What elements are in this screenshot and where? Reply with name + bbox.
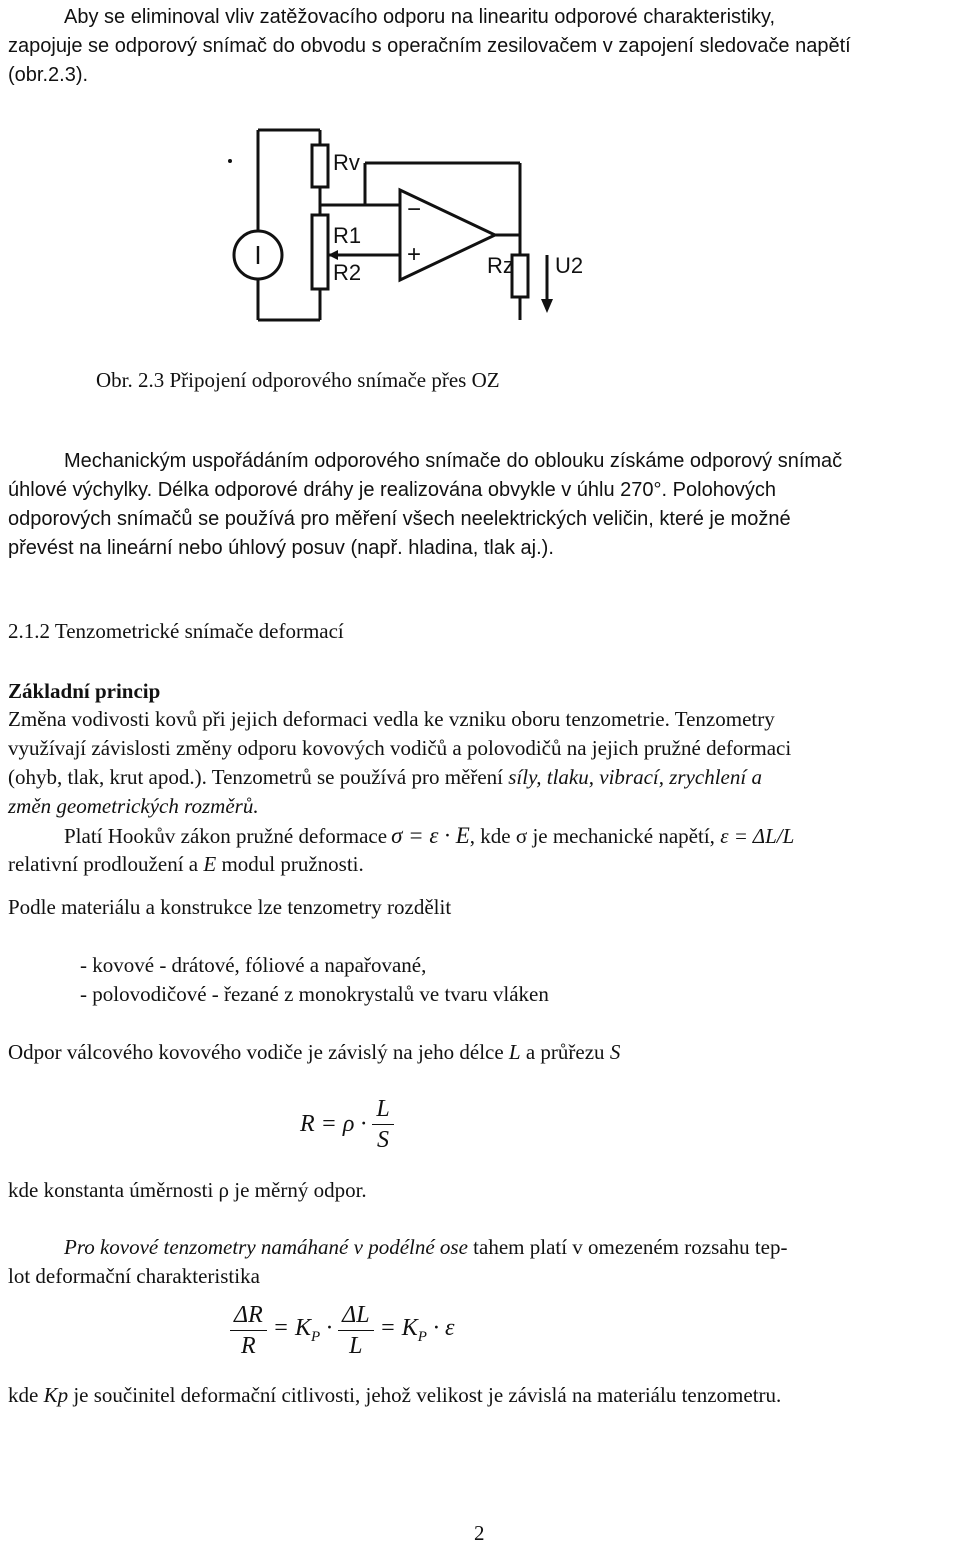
strain-line-2: lot deformační charakteristika [8,1264,260,1288]
principle-line-4: změn geometrických rozměrů. [8,794,259,818]
division-intro: Podle materiálu a konstrukce lze tenzometry rozdělit [8,895,452,919]
rz-label: Rz [487,253,514,278]
mech-line-4: převést na lineární nebo úhlový posuv (např. hladina, tlak aj.). [8,537,554,559]
section-heading: 2.1.2 Tenzometrické snímače deformací [8,619,344,643]
division-item-1: - kovové - drátové, fóliové a napařované, [80,953,427,977]
strain-closing: kde Kp je součinitel deformační citlivosti, jehož velikost je závislá na materiálu tenzometru. [8,1383,782,1407]
r1-label: R1 [333,223,362,248]
mech-line-2: úhlové výchylky. Délka odporové dráhy je realizována obvykle v úhlu 270°. Polohových [8,479,777,501]
intro-line-2: zapojuje se odporový snímač do obvodu s operačním zesilovačem v zapojení sledovače napětí [8,35,851,57]
principle-line-2: využívají závislosti změny odporu kovových vodičů a polovodičů na jejich pružné deformaci [8,736,792,760]
hooke-line-1: Platí Hookův zákon pružné deformace σ = ε · E, kde σ je mechanické napětí, ε = ΔL/L [64,823,795,848]
mech-line-1: Mechanickým uspořádáním odporového snímače do oblouku získáme odporový snímač [64,450,843,472]
resistance-formula: R = ρ · $\frac{L}{S}$ [300,1094,394,1155]
rv-label: Rv [333,150,360,175]
hooke-line-2: relativní prodloužení a E modul pružnosti. [8,852,364,876]
u2-label: U2 [555,253,584,278]
resistance-intro: Odpor válcového kovového vodiče je závislý na jeho délce L a průřezu S [8,1040,621,1064]
mech-line-3: odporových snímačů se používá pro měření všech neelektrických veličin, které je možné [8,508,791,530]
principle-line-3: (ohyb, tlak, krut apod.). Tenzometrů se používá pro měření síly, tlaku, vibrací, zrychlení a [8,765,762,789]
subheading: Základní princip [8,679,161,703]
source-label: I [254,240,262,270]
minus-label: − [407,196,422,223]
strain-line-1: Pro kovové tenzometry namáhané v podélné ose tahem platí v omezeném rozsahu tep- [64,1235,788,1259]
r2-label: R2 [333,260,362,285]
page-number: 2 [474,1521,485,1545]
intro-line-1: Aby se eliminoval vliv zatěžovacího odporu na linearitu odporové charakteristiky, [64,6,776,28]
strain-formula: $\frac{\Delta R}{R}$ = $K_P$ · $\frac{\Delta L}{L}$ = $K_P \cdot \varepsilon$ [230,1300,454,1361]
plus-label: + [407,241,422,268]
figure-caption: Obr. 2.3 Připojení odporového snímače přes OZ [96,368,500,392]
intro-line-3: (obr.2.3). [8,64,89,86]
principle-line-1: Změna vodivosti kovů při jejich deformaci vedla ke vzniku oboru tenzometrie. Tenzometry [8,707,775,731]
resistance-after: kde konstanta úměrnosti ρ je měrný odpor. [8,1178,367,1202]
division-item-2: - polovodičové - řezané z monokrystalů ve tvaru vláken [80,982,549,1006]
circuit-diagram [225,95,605,345]
